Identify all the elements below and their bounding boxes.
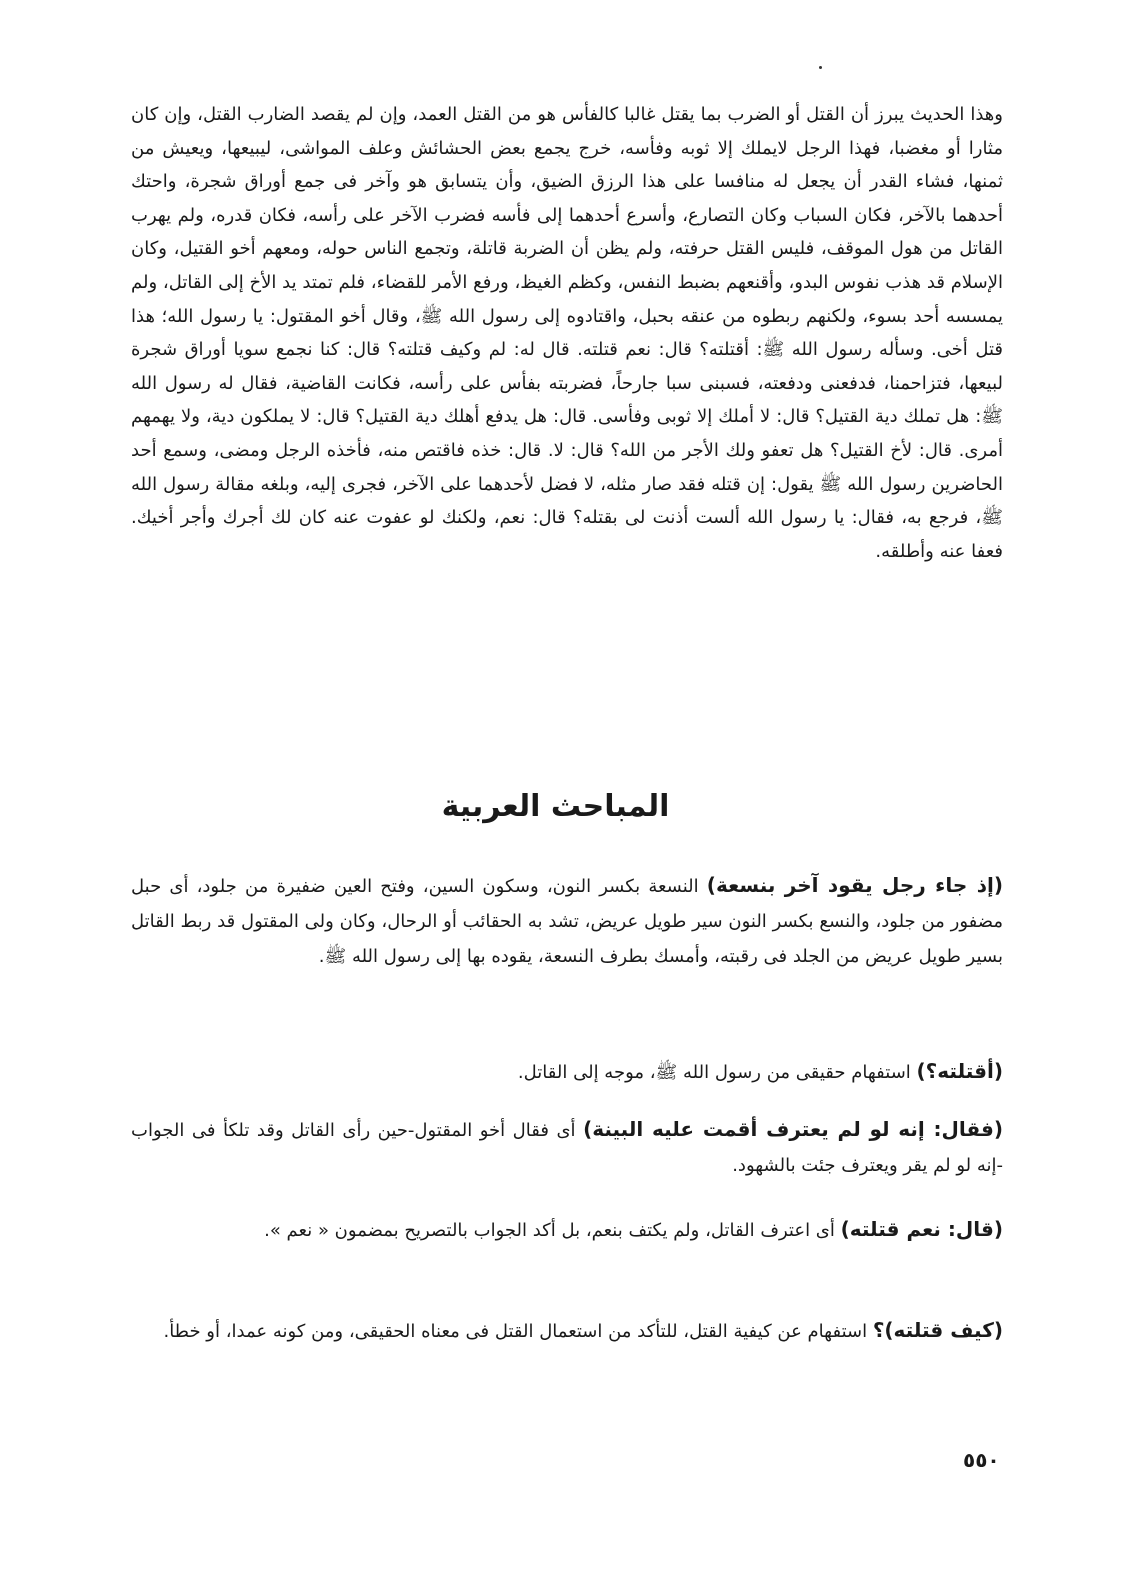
- section-heading: المباحث العربية: [441, 789, 670, 824]
- note-explanation: استفهام عن كيفية القتل، للتأكد من استعمال القتل فى معناه الحقيقى، ومن كونه عمدا، أو خطأ.: [163, 1321, 873, 1342]
- note-term: (إذ جاء رجل يقود آخر بنسعة): [706, 873, 1003, 897]
- main-paragraph: وهذا الحديث يبرز أن القتل أو الضرب بما يقتل غالبا كالفأس هو من القتل العمد، وإن لم يقصد الضارب القتل، وإن كان مثارا أو مغضبا، فهذا الرجل لايملك إلا ثوبه وفأسه، خرج يجمع بعض الحشائش وعلف المواشى، ليبيعها، ويعيش من ثمنها، فشاء القدر أن يجعل له منافسا على هذا الرزق الضيق، وأن يتسابق هو وآخر فى جمع أوراق شجرة، واحتك أحدهما بالآخر، فكان السباب وكان التصارع، وأسرع أحدهما إلى فأسه فضرب الآخر على رأسه، فكان قدره، ولم يهرب القاتل من هول الموقف، فليس القتل حرفته، ولم يظن أن الضربة قاتلة، وتجمع الناس حوله، ومعهم أخو القتيل، وكان الإسلام قد هذب نفوس البدو، وأقنعهم بضبط النفس، وكظم الغيظ، ورفع الأمر للقضاء، فلم تمتد يد الأخ إلى القاتل، ولم يمسسه أحد بسوء، ولكنهم ربطوه من عنقه بحبل، واقتادوه إلى رسول الله ﷺ، وقال أخو المقتول: يا رسول الله؛ هذا قتل أخى. وسأله رسول الله ﷺ: أقتلته؟ قال: نعم قتلته. قال له: لم وكيف قتلته؟ قال: كنا نجمع سويا أوراق شجرة لبيعها، فتزاحمنا، فدفعنى ودفعته، فسبنى سبا جارحاً، فضربته بفأس على رأسه، فكانت القاضية، فقال له رسول الله ﷺ: هل تملك دية القتيل؟ قال: لا أملك إلا ثوبى وفأسى. قال: هل يدفع أهلك دية القتيل؟ قال: لا يملكون دية، ولا يهمهم أمرى. قال: لأخ القتيل؟ هل تعفو ولك الأجر من الله؟ قال: لا. قال: خذه فاقتص منه، فأخذه الرجل ومضى، وسمع أحد الحاضرين رسول الله ﷺ يقول: إن قتله فقد صار مثله، لا فضل لأحدهما على الآخر، فجرى إليه، وبلغه مقالة رسول الله ﷺ، فرجع به، فقال: يا رسول الله ألست أذنت لى بقتله؟ قال: نعم، ولكنك لو عفوت عنه كان لك أجرك وأجر أخيك. فعفا عنه وأطلقه.: [131, 104, 1003, 562]
- page-number: ٥٥٠: [963, 1448, 1000, 1472]
- note-term: (فقال: إنه لو لم يعترف أقمت عليه البينة): [583, 1117, 1003, 1141]
- note-paragraph: [131, 868, 1003, 974]
- note-explanation: أى اعترف القاتل، ولم يكتف بنعم، بل أكد الجواب بالتصريح بمضمون « نعم ».: [264, 1220, 841, 1241]
- note-paragraph: [131, 1054, 1003, 1090]
- note-explanation: استفهام حقيقى من رسول الله ﷺ، موجه إلى القاتل.: [517, 1062, 917, 1083]
- ink-speck: [819, 66, 822, 69]
- note-paragraph: [131, 1112, 1003, 1183]
- note-term: (قال: نعم قتلته): [840, 1217, 1003, 1241]
- note-paragraph: [131, 1313, 1003, 1349]
- note-term: (كيف قتلته)؟: [872, 1318, 1003, 1342]
- note-paragraph: [131, 1212, 1003, 1248]
- note-term: (أقتلته؟): [916, 1059, 1003, 1083]
- note-explanation: النسعة بكسر النون، وسكون السين، وفتح العين ضفيرة من جلود، أى حبل مضفور من جلود، والنسع بكسر النون سير طويل عريض، تشد به الحقائب أو الرحال، وكان ولى المقتول قد ربط القاتل بسير طويل عريض من الجلد فى رقبته، وأمسك بطرف النسعة، يقوده بها إلى رسول الله ﷺ.: [131, 876, 1003, 967]
- note-explanation: أى فقال أخو المقتول-حين رأى القاتل وقد تلكأ فى الجواب -إنه لو لم يقر ويعترف جئت بالشهود.: [131, 1120, 1003, 1176]
